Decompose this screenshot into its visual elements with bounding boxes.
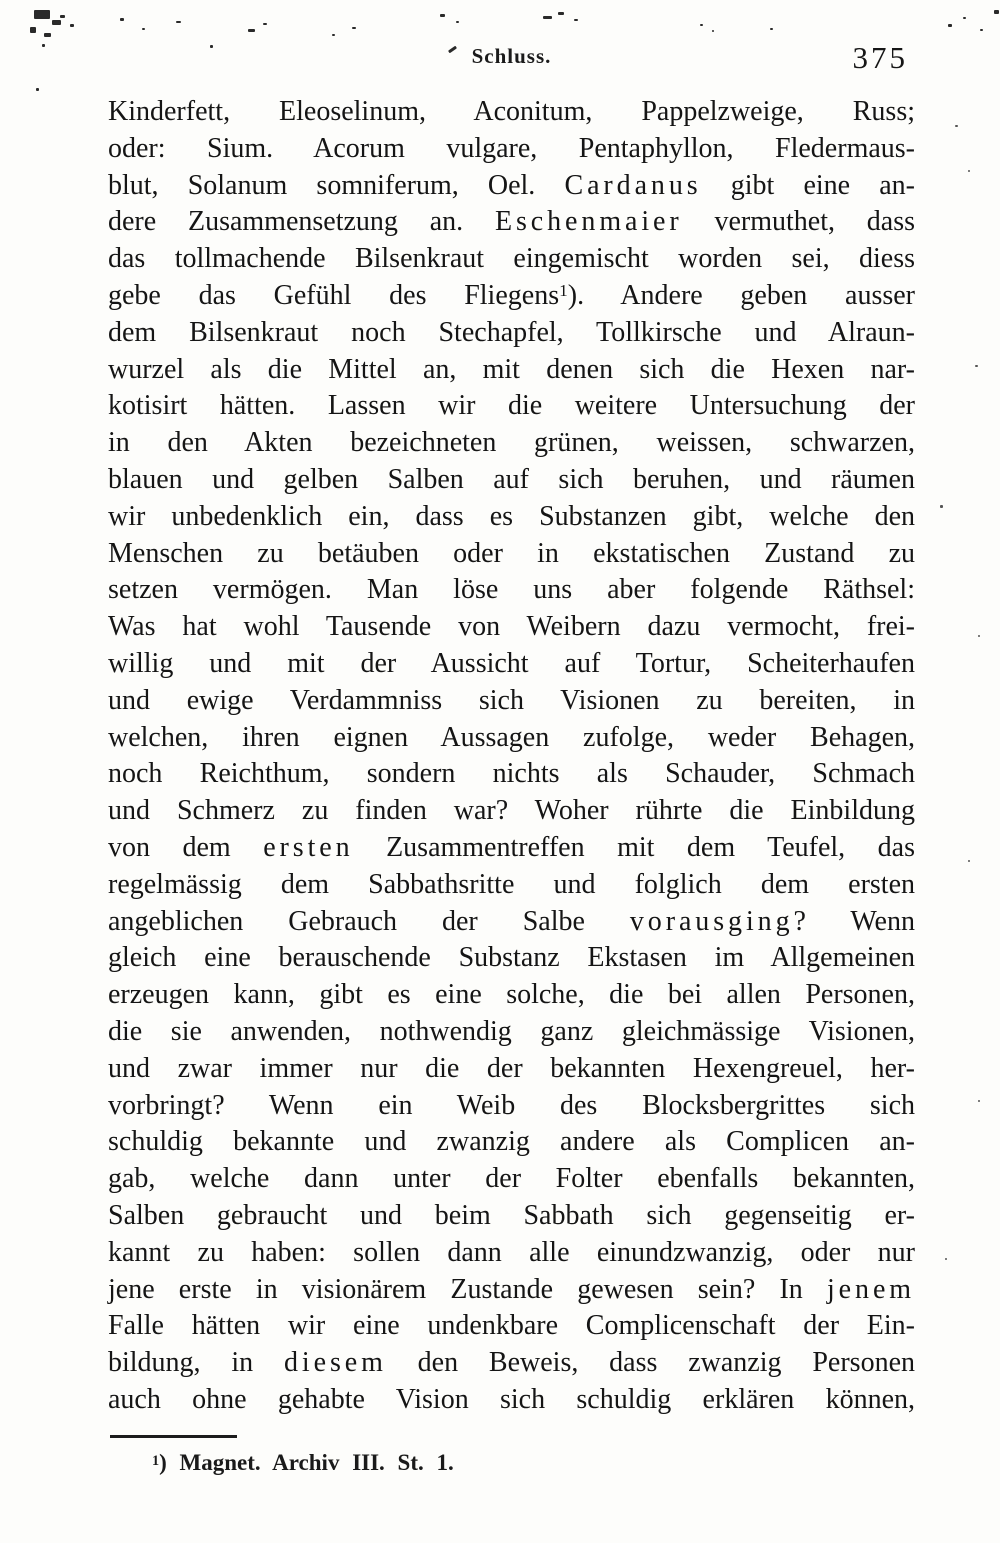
text-line (108, 1272, 915, 1309)
emphasized-word: diesem (284, 1347, 387, 1379)
text-segment: Kinderfett, Eleoselinum, Aconitum, Pappelzweige, Russ; (108, 96, 915, 127)
text-segment: Falle hätten wir eine undenkbare Complicenschaft der Ein- (108, 1310, 915, 1342)
text-line (108, 720, 915, 757)
text-segment: schuldig bekannte und zwanzig andere als Complicen an- (108, 1126, 915, 1158)
text-segment: und Schmerz zu finden war? Woher rührte die Einbildung (108, 795, 915, 827)
text-line (108, 1235, 915, 1272)
text-line (108, 940, 915, 977)
text-segment: gleich eine berauschende Substanz Ekstasen im Allgemeinen (108, 942, 915, 974)
text-segment: vorbringt? Wenn ein Weib des Blocksbergrittes sich (108, 1089, 915, 1121)
text-line (108, 1088, 915, 1125)
text-segment: kotisirt hätten. Lassen wir die weitere Untersuchung der (108, 390, 915, 422)
text-line (108, 462, 915, 499)
text-segment: und zwar immer nur die der bekannten Hexengreuel, her- (108, 1052, 915, 1084)
text-segment: kannt zu haben: sollen dann alle einundzwanzig, oder nur (108, 1236, 915, 1268)
text-segment: ). Andere geben ausser (567, 279, 915, 311)
text-line (108, 499, 915, 536)
footnote-paren: ) (159, 1450, 167, 1475)
text-segment: Menschen zu betäuben oder in ekstatischen Zustand zu (108, 537, 915, 569)
text-segment: setzen vermögen. Man löse uns aber folgende Räthsel: (108, 574, 915, 606)
text-line (108, 1161, 915, 1198)
text-line (108, 278, 915, 315)
text-line (108, 977, 915, 1014)
footnote-rule (110, 1435, 237, 1438)
text-line (108, 1198, 915, 1235)
text-segment: bildung, in (108, 1347, 284, 1379)
emphasized-word: vorausging (629, 905, 794, 937)
text-segment: erzeugen kann, gibt es eine solche, die bei allen Personen, (108, 979, 915, 1011)
text-line (108, 94, 915, 131)
text-line (108, 1308, 915, 1345)
text-segment: von dem (108, 831, 264, 863)
text-line (108, 609, 915, 646)
text-segment: und ewige Verdammniss sich Visionen zu bereiten, in (108, 684, 915, 716)
text-line (108, 352, 915, 389)
text-segment: noch Reichthum, sondern nichts als Schauder, Schmach (108, 758, 915, 790)
text-line (108, 904, 915, 941)
text-segment: das tollmachende Bilsenkraut eingemischt worden sei, diess (108, 243, 915, 275)
text-line (108, 131, 915, 168)
text-segment: welchen, ihren eignen Aussagen zufolge, weder Behagen, (108, 721, 915, 753)
text-segment: Was hat wohl Tausende von Weibern dazu vermocht, frei- (108, 611, 915, 643)
text-segment: wurzel als die Mittel an, mit denen sich die Hexen nar- (108, 353, 915, 385)
text-segment: Salben gebraucht und beim Sabbath sich gegenseitig er- (108, 1199, 915, 1231)
text-segment: dem Bilsenkraut noch Stechapfel, Tollkirsche und Alraun- (108, 316, 915, 348)
footnote (152, 1450, 852, 1476)
footnote-reference: 1 (559, 281, 568, 301)
text-segment: ? Wenn (793, 905, 915, 937)
text-line (108, 646, 915, 683)
text-segment: oder: Sium. Acorum vulgare, Pentaphyllon, Fledermaus- (108, 132, 915, 164)
text-line (108, 425, 915, 462)
text-line (108, 793, 915, 830)
text-line (108, 1014, 915, 1051)
text-segment: gebe das Gefühl des Fliegens (108, 279, 560, 311)
text-line (108, 1124, 915, 1161)
text-segment: angeblichen Gebrauch der Salbe (108, 905, 630, 937)
text-segment: Zusammentreffen mit dem Teufel, das (353, 831, 915, 863)
text-segment: den Beweis, dass zwanzig Personen (386, 1347, 915, 1379)
text-line (108, 683, 915, 720)
text-line (108, 204, 915, 241)
text-segment: jene erste in visionärem Zustande gewesen sein? In (108, 1273, 827, 1305)
text-line (108, 315, 915, 352)
text-segment: gibt eine an- (701, 169, 915, 201)
text-line (108, 867, 915, 904)
text-line (108, 572, 915, 609)
page-number: 375 (852, 40, 908, 75)
footnote-text: Magnet. Archiv III. St. 1. (166, 1450, 454, 1475)
text-segment: auch ohne gehabte Vision sich schuldig erklären können, (108, 1383, 915, 1415)
emphasized-word: Cardanus (564, 169, 702, 201)
text-segment: gab, welche dann unter der Folter ebenfalls bekannten, (108, 1163, 915, 1195)
text-line (108, 1051, 915, 1088)
running-head-title: Schluss. (471, 44, 552, 68)
text-line (108, 168, 915, 205)
text-segment: wir unbedenklich ein, dass es Substanzen gibt, welche den (108, 500, 915, 532)
emphasized-word: ersten (263, 831, 354, 863)
text-segment: willig und mit der Aussicht auf Tortur, Scheiterhaufen (108, 647, 915, 679)
text-line (108, 756, 915, 793)
text-line (108, 536, 915, 573)
text-segment: regelmässig dem Sabbathsritte und folglich dem ersten (108, 868, 915, 900)
text-line (108, 1345, 915, 1382)
text-segment: vermuthet, dass (682, 206, 915, 238)
text-segment: die sie anwenden, nothwendig ganz gleichmässige Visionen, (108, 1015, 915, 1047)
text-segment: dere Zusammensetzung an. (108, 206, 495, 238)
body-text (108, 94, 915, 1419)
body-lines (108, 94, 915, 1419)
text-line (108, 388, 915, 425)
text-segment: blut, Solanum somniferum, Oel. (108, 169, 565, 201)
footnote-marker: 1 (152, 1453, 160, 1470)
text-line (108, 241, 915, 278)
text-segment: in den Akten bezeichneten grünen, weissen, schwarzen, (108, 427, 915, 459)
text-line (108, 830, 915, 867)
text-line (108, 1382, 915, 1419)
text-segment: blauen und gelben Salben auf sich beruhen, und räumen (108, 463, 915, 495)
emphasized-word: Eschenmaier (494, 206, 683, 238)
emphasized-word: jenem (826, 1273, 915, 1305)
